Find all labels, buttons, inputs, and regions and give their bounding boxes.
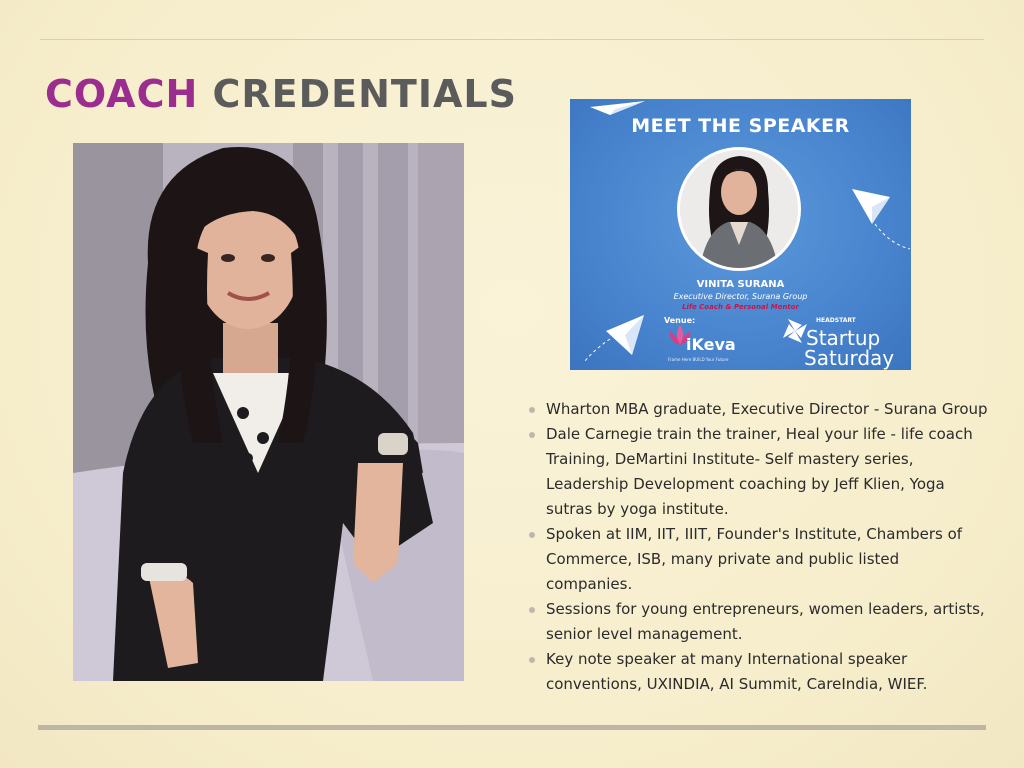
speaker-photo [677,147,801,271]
poster-heading: MEET THE SPEAKER [631,115,850,137]
paper-plane-icon [585,315,644,361]
venue-label: Venue: [664,316,696,325]
venue-tagline: Frame Here BUILD Your Future [668,357,729,362]
speaker-name: VINITA SURANA [696,279,785,290]
credential-item: Spoken at IIM, IIT, IIIT, Founder's Institute, Chambers of Commerce, ISB, many private and public listed companies. [528,522,988,597]
meet-the-speaker-poster [570,99,911,370]
speaker-illustration [680,150,798,268]
event-title-line2: Saturday [804,346,895,370]
speaker-tagline: Life Coach & Personal Mentor [682,303,799,311]
credential-item: Wharton MBA graduate, Executive Director - Surana Group [528,397,988,422]
coach-portrait-photo [73,143,464,681]
slide-title [45,72,517,116]
title-accent: COACH [45,72,199,116]
credential-item: Sessions for young entrepreneurs, women leaders, artists, senior level management. [528,597,988,647]
title-rest: CREDENTIALS [212,72,517,116]
event-title-line1: Startup [806,326,881,350]
bottom-divider [38,725,986,730]
top-divider [40,39,984,40]
credential-item: Key note speaker at many International speaker conventions, UXINDIA, AI Summit, CareIndia, WIEF. [528,647,988,697]
event-kicker: HEADSTART [816,317,856,324]
venue-name: iKeva [686,335,736,354]
credentials-list [528,397,988,697]
event-logo [776,315,906,370]
portrait-illustration [73,143,464,681]
credential-item: Dale Carnegie train the trainer, Heal your life - life coach Training, DeMartini Institute- Self mastery series, Leadership Development coaching by Jeff Klien, Yoga sutras by yoga institute. [528,422,988,522]
paper-plane-icon [852,189,910,249]
paper-plane-icon [590,101,645,115]
venue-logo [668,331,748,367]
speaker-role: Executive Director, Surana Group [673,292,808,301]
